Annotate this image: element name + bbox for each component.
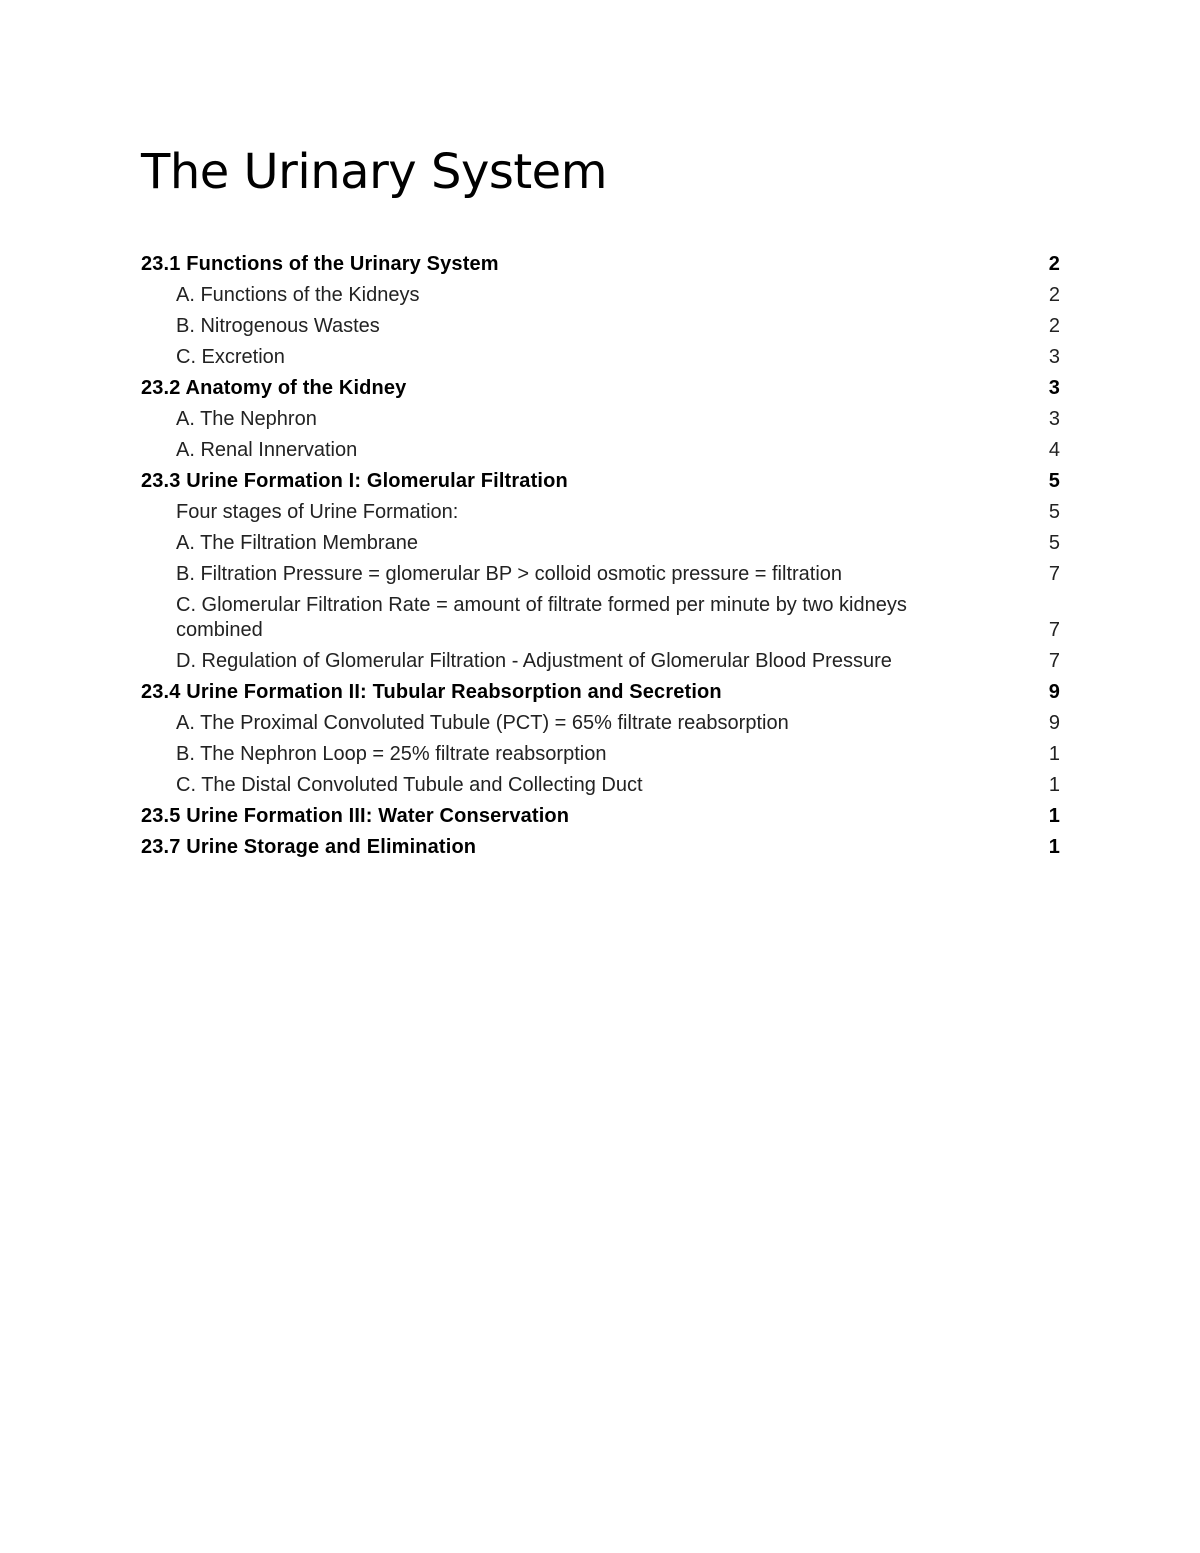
toc-entry-the-nephron[interactable]: [141, 404, 1060, 435]
toc-entry-text: 23.4 Urine Formation II: Tubular Reabsorption and Secretion: [141, 681, 722, 703]
toc-entry-text: B. Filtration Pressure = glomerular BP > colloid osmotic pressure = filtration: [176, 563, 843, 585]
toc-entry-text: C. Glomerular Filtration Rate = amount of filtrate formed per minute by two kidneys combined: [176, 594, 907, 641]
toc-entry-filtration-membrane[interactable]: [141, 528, 1060, 559]
toc-entry-page: 1: [1048, 774, 1060, 796]
toc-entry-dct-collecting-duct[interactable]: [141, 770, 1060, 801]
toc-entry-page: 3: [1048, 377, 1060, 399]
toc-entry-page: 5: [1048, 532, 1060, 554]
toc-entry-nephron-loop[interactable]: [141, 739, 1060, 770]
toc-entry-text: A. The Filtration Membrane: [176, 532, 418, 554]
toc-entry-page: 7: [1048, 563, 1060, 585]
toc-entry-text: A. The Proximal Convoluted Tubule (PCT) = 65% filtrate reabsorption: [176, 712, 789, 734]
toc-entry-text: 23.1 Functions of the Urinary System: [141, 253, 499, 275]
toc-entry-text: A. Functions of the Kidneys: [176, 284, 420, 306]
toc-entry-page: 2: [1048, 284, 1060, 306]
toc-entry-page: 5: [1048, 470, 1060, 492]
toc-entry-text: C. The Distal Convoluted Tubule and Collecting Duct: [176, 774, 643, 796]
toc-entry-text: 23.3 Urine Formation I: Glomerular Filtration: [141, 470, 568, 492]
toc-entry-page: 7: [1048, 619, 1060, 641]
toc-entry-page: 7: [1048, 650, 1060, 672]
toc-entry-23-4[interactable]: [141, 677, 1060, 708]
toc-entry-gfr[interactable]: [141, 590, 1060, 646]
toc-entry-23-2[interactable]: [141, 373, 1060, 404]
toc-entry-text: A. Renal Innervation: [176, 439, 358, 461]
toc-entry-excretion[interactable]: [141, 342, 1060, 373]
toc-entry-text: B. Nitrogenous Wastes: [176, 315, 380, 337]
toc-entry-four-stages[interactable]: [141, 497, 1060, 528]
toc-entry-page: 1: [1048, 743, 1060, 765]
document-title: The Urinary System: [141, 144, 607, 200]
toc-entry-text: 23.7 Urine Storage and Elimination: [141, 836, 477, 858]
toc-entry-text: 23.5 Urine Formation III: Water Conservation: [141, 805, 570, 827]
toc-entry-text: D. Regulation of Glomerular Filtration - Adjustment of Glomerular Blood Pressure: [176, 650, 892, 672]
table-of-contents: [141, 249, 1060, 863]
toc-entry-nitrogenous-wastes[interactable]: [141, 311, 1060, 342]
toc-entry-renal-innervation[interactable]: [141, 435, 1060, 466]
toc-entry-page: 1: [1048, 805, 1060, 827]
toc-entry-page: 5: [1048, 501, 1060, 523]
toc-entry-23-3[interactable]: [141, 466, 1060, 497]
toc-entry-filtration-pressure[interactable]: [141, 559, 1060, 590]
toc-entry-page: 9: [1048, 681, 1060, 703]
toc-entry-pct[interactable]: [141, 708, 1060, 739]
toc-entry-text: C. Excretion: [176, 346, 285, 368]
toc-entry-text: 23.2 Anatomy of the Kidney: [141, 377, 407, 399]
toc-entry-23-7[interactable]: [141, 832, 1060, 863]
toc-entry-text: B. The Nephron Loop = 25% filtrate reabsorption: [176, 743, 607, 765]
toc-entry-page: 3: [1048, 408, 1060, 430]
toc-entry-page: 2: [1048, 315, 1060, 337]
toc-entry-23-1[interactable]: [141, 249, 1060, 280]
toc-entry-page: 4: [1048, 439, 1060, 461]
toc-entry-functions-of-kidneys[interactable]: [141, 280, 1060, 311]
toc-entry-text: Four stages of Urine Formation:: [176, 501, 459, 523]
toc-entry-text: A. The Nephron: [176, 408, 317, 430]
toc-entry-page: 3: [1048, 346, 1060, 368]
toc-entry-page: 1: [1048, 836, 1060, 858]
toc-entry-page: 9: [1048, 712, 1060, 734]
toc-entry-page: 2: [1048, 253, 1060, 275]
toc-entry-regulation-gf[interactable]: [141, 646, 1060, 677]
toc-entry-23-5[interactable]: [141, 801, 1060, 832]
